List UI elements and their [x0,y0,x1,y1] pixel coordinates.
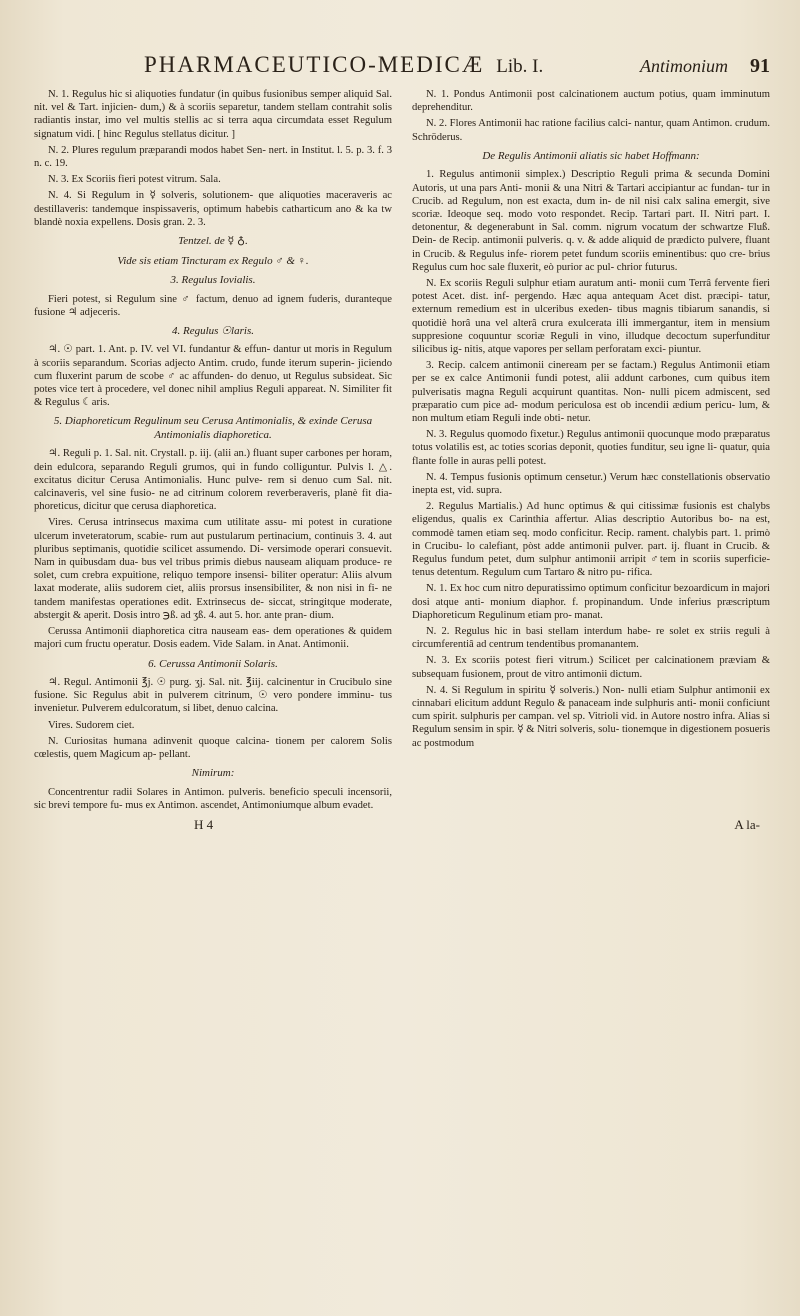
paragraph: ♃. Regul. Antimonii ℥j. ☉ purg. ʒj. Sal. nit. ℥iij. calcinentur in Crucibulo sine fusione. Sic Regulus abit in pulverem citrinum, ☉ vero pondere imminu- tus invenietur. Pulverem edulcoratum, si libet, denuo calcina. [34,677,392,715]
book-number: Lib. I. [496,56,544,77]
section-heading: 5. Diaphoreticum Regulinum seu Cerusa Antimonialis, & exinde Cerusa Antimonialis diaphoretica. [53,415,373,441]
paragraph: 1. Regulus antimonii simplex.) Descriptio Reguli prima & secunda Domini Autoris, ut una pars Anti- monii & una Nitri & Tartari accipiantur ac fundan- tur in Crucib. ad Regulum, non est exacta, dum in- de nil nisi calx salina emergit, sive scoriæ. Ideoque seq. modo voto respondet. Recip. Tartari part. II. Nitri part. I. detonentur, & degenerabunt in Sal. comm. nigrum vocatum der schwartze Fluß. Dein- de Recip. antimonii pulveris. q. v. & adde aliquid de prædicto pulvere, fluant in Crucib. & Regulus infe- riorem petet fundum scoriis eminentibus: quo cre- brius Regulus cum hoc sale fluxerit, eò purior ac pul- chrior futurus. [412,169,770,273]
paragraph: N. 2. Plures regulum præparandi modos habet Sen- nert. in Institut. l. 5. p. 3. f. 3 n. c. 19. [34,144,392,170]
section-heading: Tentzel. de ☿ ♁. [178,235,248,248]
paragraph: ♃. Reguli p. 1. Sal. nit. Crystall. p. iij. (alii an.) fluant super carbones per horam, dein edulcora, separando Reguli grumos, qui in fundo colliguntur. Pulvis l. △. excitatus dicitur Cerusa Antimonialis. Hunc pulve- rem si denuo cum Sal. nit. calcinaveris, vel sine fusio- ne ad citrinum colorem reverberaveris, planè fit dia- phoreticus, dicitur que cerusa diaphoretica. [34,448,392,513]
section-heading: 4. Regulus ☉laris. [172,324,254,337]
paragraph: N. 4. Tempus fusionis optimum censetur.) Verum hæc constellationis observatio inepta est, vid. supra. [412,471,770,496]
paragraph: N. 3. Regulus quomodo fixetur.) Regulus antimonii quocunque modo præparatus totus volatilis est, ac toties scorias deponit, quoties funditur, seu igne li- quatur, quia flante folle in auras pelli potest. [412,429,770,467]
paragraph: Concentrentur radii Solares in Antimon. pulveris. beneficio speculi incensorii, sic brevi tempore fu- mus ex Antimon. ascendet, Antimoniumque album evadet. [34,786,392,811]
paragraph: Cerussa Antimonii diaphoretica citra nauseam eas- dem operationes & quidem majori cum fructu operatur. Dosis eadem. Vide Salam. in Anat. Antimonii. [34,626,392,651]
paragraph: N. 3. Ex scoriis potest fieri vitrum.) Scilicet per calcinationem præviam & subsequam fusionem, prout de vitro antimonii dictum. [412,655,770,680]
paragraph: Vires. Cerusa intrinsecus maxima cum utilitate assu- mi potest in curatione ulcerum inveteratorum, scabie- rum aut pustularum pertinacium, continuis 3. 4. aut pluribus septimanis, quotidie scilicet assumendo. Di- versimode operari consuevit. Nam in quibusdam dua- bus vel tribus primis diebus nauseam aliquam produce- re solet, cum crebra expuitione, reliquo tempore insensi- biliter operatur: Aliis alvum laxat moderate, aliis sudorem ciet, aliis prorsus insensibiliter, & non nisi in fi- ne tandem manifestas operationes edit. Extrinsecus de- siccat, stringitque moderate, abstergit & aperit. Dosis intro ℈ß. ad ʒß. 4. aut 5. hor. ante pran- dium. [34,517,392,621]
paragraph: N. Ex scoriis Reguli sulphur etiam auratum anti- monii cum Terrâ fervente fieri potest Acet. dist. inf- pergendo. Hæc aqua antequam Acet dist. præcipi- tatur, externum remedium est in ulceribus exeden- tibus magnis tibiarum sanandis, si quotidiè horâ una vel alterâ crura exulcerata illi immergantur, item in mensium suppresione coquuntur scoriæ Reguli in vino, illudque decoctum superfunditur silicibus ig- nitis, atque vapores per sellam perforatam exci- piuntur. [412,277,770,355]
text-columns [34,88,770,815]
paragraph: N. 1. Regulus hic si aliquoties fundatur (in quibus fusionibus semper aliquid Sal. nit. vel & Tart. injicien- dum,) & à scoriis separetur, tandem stellam contrahit solis radiantis instar, imo vel multis stellis ac si terra aqua circumdata esset Regulum signatum vidi. [ hinc Regulus stellatus dicitur. ] [34,89,392,140]
page-number: 91 [750,55,770,77]
section-heading: Nimirum: [191,767,235,780]
catchword: A la- [734,817,760,833]
paragraph: N. 2. Flores Antimonii hac ratione facilius calci- nantur, quam Antimon. crudum. Schröderus. [412,118,770,143]
paragraph: Fieri potest, si Regulum sine ♂ factum, denuo ad ignem fuderis, duranteque fusione ♃ adjeceris. [34,293,392,318]
paragraph: N. Curiositas humana adinvenit quoque calcina- tionem per calorem Solis cœlestis, quem Magicum ap- pellant. [34,735,392,761]
left-column [34,88,392,815]
paragraph: 3. Recip. calcem antimonii cineream per se factam.) Regulus Antimonii etiam per se ex calce Antimonii fundi potest, alii addunt carbones, cum quibus item pulverisatis magna Reguli acquirunt quantitas. Non- nulli picem admiscent, sed præparatio cum pice ad- modum periculosa est ob incendii ædium pericu- lum, & non multum etiam Reguli inde obti- netur. [412,360,770,424]
right-column [412,88,770,815]
running-title: PHARMACEUTICO-MEDICÆ [144,52,485,77]
section-heading: 3. Regulus Iovialis. [170,274,256,287]
page-footer [34,815,770,833]
paragraph: N. 2. Regulus hic in basi stellam interdum habe- re solet ex striis reguli à circumferentiâ ad centrum tendentibus promanantem. [412,626,770,651]
paragraph: N. 4. Si Regulum in spiritu ☿ solveris.) Non- nulli etiam Sulphur antimonii ex cinnabari elicitum addunt Regulo & panaceam inde sulphuris anti- monii conficiunt cum spirit. sulphuris per campan. vel sp. Vitrioli vid. in Autore nostro infra. Alias si Regulum sensim in spir. ☿ & Nitri solveris, solu- tionemque in digestionem posueris ac postmodum [412,684,770,749]
paragraph: N. 1. Ex hoc cum nitro depuratissimo optimum conficitur bezoardicum in majori dosi atque anti- monium diaphor. f. propinandum. Unde inferius præscriptum Diaphoreticum Regulinum etiam pro- manat. [412,583,770,621]
section-heading: 6. Cerussa Antimonii Solaris. [148,657,278,670]
paragraph: N. 1. Pondus Antimonii post calcinationem auctum potius, quam imminutum deprehenditur. [412,89,770,114]
paragraph: N. 4. Si Regulum in ☿ solveris, solutionem- que aliquoties maceraveris ac destillaveris: tandemque inspissaveris, optimum habebis catharticum ano & ka tw blandè noxia expellens. Dosis gran. 2. 3. [34,190,392,228]
section-heading: De Regulis Antimonii aliatis sic habet Hoffmann: [482,149,700,162]
paragraph: ♃. ☉ part. 1. Ant. p. IV. vel VI. fundantur & effun- dantur ut moris in Regulum à scoriis separandum. Scorias adjecto Antim. crudo, funde iterum superin- jiciendo cum fluxerint parum de scobe ♂ ac affunden- do denuo, ut Regulus subsideat. Sic potes vice tert à procedere, vel donec nihil amplius Reguli appareat. N. Similiter fit & Regulus ☾aris. [34,344,392,409]
paragraph: 2. Regulus Martialis.) Ad hunc optimus & qui citissimæ fusionis est chalybs eligendus, qualis ex Carinthia affertur. Alias descriptio Autoribus bo- na est, commodè tamen etiam seq. modo conficitur. Recip. rament. chalybis part. 1. primò in Crucibu- lo calefiant, pòst adde antimonii pulver. part. ij. fluant in Crucib. & Regulus fundum petet, dum sulphur antimonii arripit ♂tem in scoriis superficie- tenus detentum. Regulum cum Tartaro & nitro pu- rifica. [412,501,770,579]
signature-mark: H 4 [194,817,214,833]
section-heading: Vide sis etiam Tincturam ex Regulo ♂ & ♀. [117,254,309,267]
subject-heading: Antimonium [640,56,728,76]
paragraph: N. 3. Ex Scoriis fieri potest vitrum. Sala. [48,174,221,186]
paragraph: Vires. Sudorem ciet. [48,719,135,731]
running-head [144,52,770,82]
